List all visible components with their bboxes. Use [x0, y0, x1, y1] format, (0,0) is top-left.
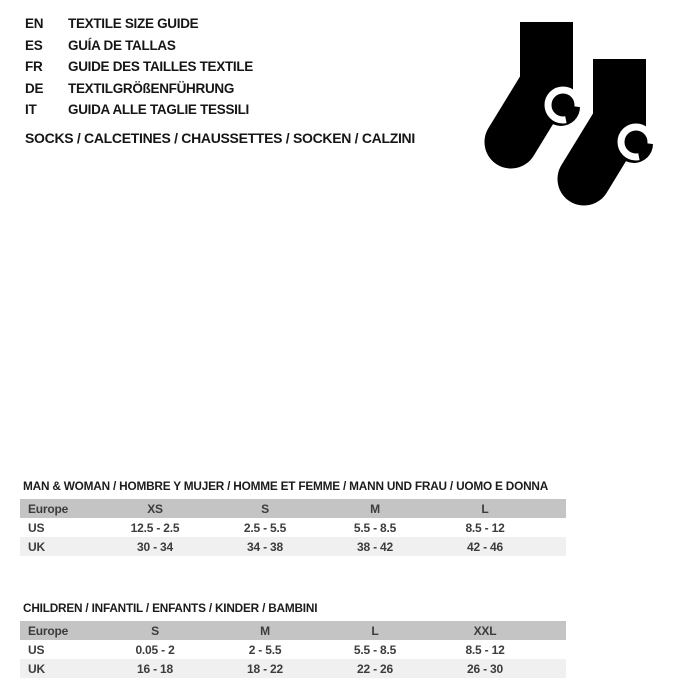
- column-header-region: Europe: [20, 499, 100, 518]
- language-row-fr: [25, 56, 253, 78]
- table-row-us: [20, 640, 566, 659]
- size-table-children: [20, 621, 566, 678]
- language-row-de: [25, 78, 253, 100]
- language-code: FR: [25, 59, 43, 75]
- size-cell: 2.5 - 5.5: [243, 520, 287, 535]
- column-header-size: XS: [100, 499, 210, 518]
- size-cell: 8.5 - 12: [465, 520, 505, 535]
- size-cell: 42 - 46: [430, 537, 540, 556]
- size-cell: 8.5 - 12: [465, 642, 505, 657]
- size-cell: 18 - 22: [210, 659, 320, 678]
- language-title: GUIDE DES TAILLES TEXTILE: [68, 59, 254, 75]
- table-row-uk: [20, 537, 566, 556]
- language-title: TEXTILGRÖßENFÜHRUNG: [68, 80, 235, 96]
- language-title: GUIDA ALLE TAGLIE TESSILI: [68, 102, 249, 118]
- column-header-size: L: [320, 621, 430, 640]
- column-header-size: XXL: [430, 621, 540, 640]
- column-header-size: S: [100, 621, 210, 640]
- category-title: SOCKS / CALCETINES / CHAUSSETTES / SOCKEN / CALZINI: [25, 130, 415, 146]
- size-table-section-man-woman: [20, 479, 566, 556]
- language-title: TEXTILE SIZE GUIDE: [68, 16, 199, 32]
- spacer-cell: [540, 537, 566, 556]
- size-cell: 5.5 - 8.5: [353, 642, 397, 657]
- column-header-size: M: [210, 621, 320, 640]
- language-code: EN: [25, 16, 44, 32]
- column-header-size: M: [320, 499, 430, 518]
- size-cell: 0.05 - 2: [135, 642, 175, 657]
- language-code: IT: [25, 102, 37, 118]
- table-title-children: CHILDREN / INFANTIL / ENFANTS / KINDER / BAMBINI: [23, 601, 318, 615]
- size-cell: 30 - 34: [100, 537, 210, 556]
- size-cell: 38 - 42: [320, 537, 430, 556]
- size-cell: 5.5 - 8.5: [353, 520, 397, 535]
- row-label: UK: [20, 659, 100, 678]
- row-label: US: [28, 642, 45, 657]
- spacer-cell: [540, 659, 566, 678]
- socks-icon: [478, 12, 663, 222]
- language-row-es: [25, 35, 253, 57]
- language-title-list: [25, 13, 253, 121]
- language-code: DE: [25, 80, 44, 96]
- spacer-cell: [540, 640, 566, 659]
- column-header-region: Europe: [20, 621, 100, 640]
- language-title: GUÍA DE TALLAS: [68, 37, 176, 53]
- table-header-row: [20, 499, 566, 518]
- row-label: UK: [20, 537, 100, 556]
- column-header-size: S: [210, 499, 320, 518]
- language-row-it: [25, 99, 253, 121]
- table-title-man-woman: MAN & WOMAN / HOMBRE Y MUJER / HOMME ET FEMME / MANN UND FRAU / UOMO E DONNA: [23, 479, 549, 493]
- spacer-cell: [540, 499, 566, 518]
- size-cell: 2 - 5.5: [248, 642, 282, 657]
- column-header-size: L: [430, 499, 540, 518]
- row-label: US: [28, 520, 45, 535]
- table-row-uk: [20, 659, 566, 678]
- language-code: ES: [25, 37, 43, 53]
- size-table-man-woman: [20, 499, 566, 556]
- table-header-row: [20, 621, 566, 640]
- size-table-section-children: [20, 601, 566, 678]
- size-cell: 16 - 18: [100, 659, 210, 678]
- spacer-cell: [540, 518, 566, 537]
- size-cell: 12.5 - 2.5: [130, 520, 180, 535]
- size-cell: 22 - 26: [320, 659, 430, 678]
- table-row-us: [20, 518, 566, 537]
- size-cell: 26 - 30: [430, 659, 540, 678]
- spacer-cell: [540, 621, 566, 640]
- language-row-en: [25, 13, 253, 35]
- size-cell: 34 - 38: [210, 537, 320, 556]
